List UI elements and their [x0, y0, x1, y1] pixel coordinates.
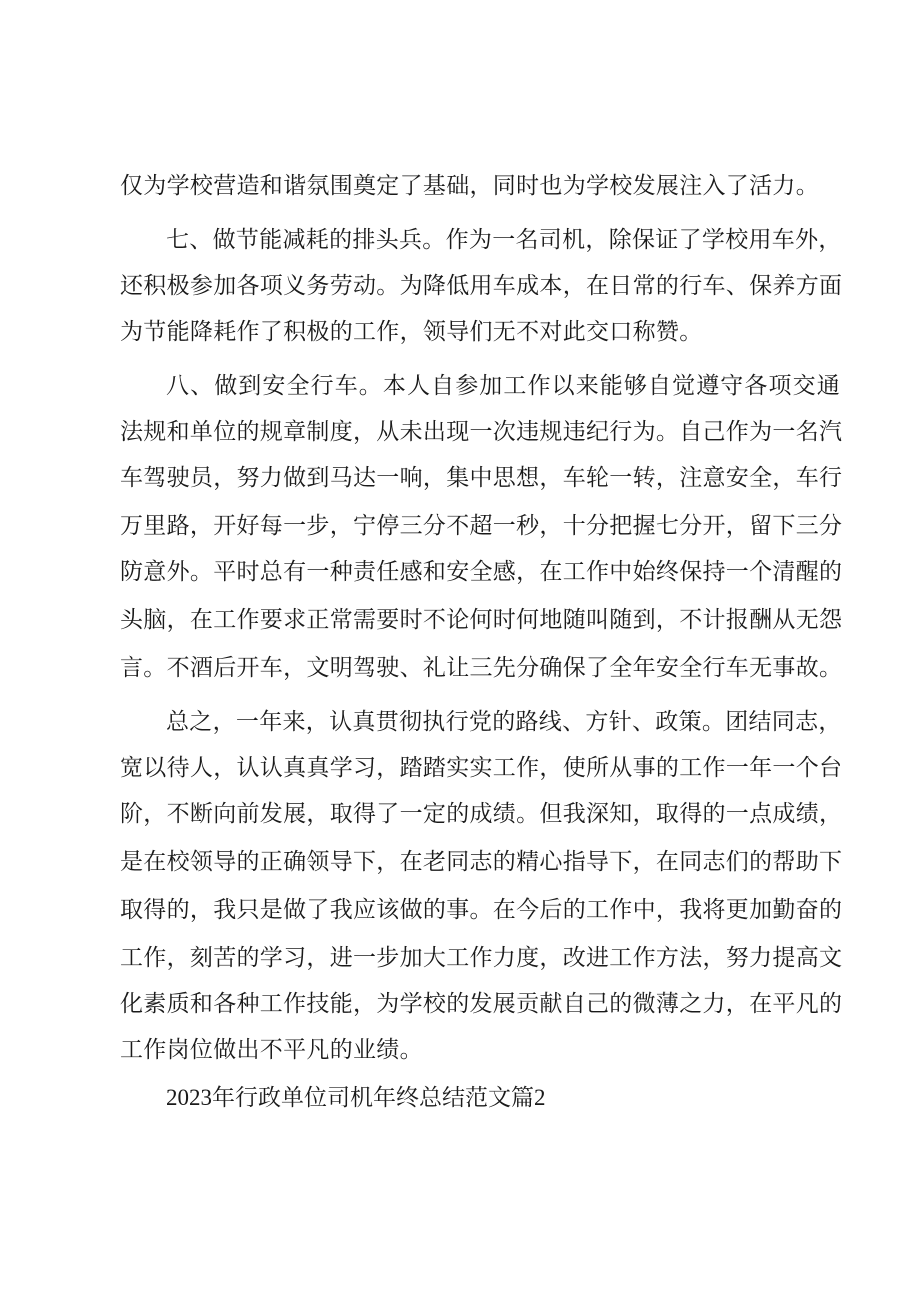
paragraph-line: 七、做节能减耗的排头兵。作为一名司机，除保证了学校用车外， [166, 227, 842, 253]
paragraph-line: 防意外。平时总有一种责任感和安全感，在工作中始终保持一个清醒的 [120, 559, 843, 585]
paragraph-line: 法规和单位的规章制度，从未出现一次违规违纪行为。自己作为一名汽 [120, 419, 843, 445]
paragraph-line: 工作岗位做出不平凡的业绩。 [120, 1037, 423, 1063]
paragraph-line: 仅为学校营造和谐氛围奠定了基础，同时也为学校发展注入了活力。 [120, 173, 819, 199]
paragraph-line: 工作，刻苦的学习，进一步加大工作力度，改进工作方法，努力提高文 [120, 945, 843, 971]
paragraph-line: 万里路，开好每一步，宁停三分不超一秒，十分把握七分开，留下三分 [120, 513, 843, 539]
section-heading: 2023年行政单位司机年终总结范文篇2 [166, 1085, 546, 1110]
paragraph-line: 总之，一年来，认真贯彻执行党的路线、方针、政策。团结同志， [166, 709, 842, 735]
paragraph-line: 阶，不断向前发展，取得了一定的成绩。但我深知，取得的一点成绩， [120, 801, 843, 827]
paragraph-line: 是在校领导的正确领导下，在老同志的精心指导下，在同志们的帮助下 [120, 849, 843, 875]
paragraph-line: 八、做到安全行车。本人自参加工作以来能够自觉遵守各项交通 [166, 373, 840, 399]
paragraph-line: 取得的，我只是做了我应该做的事。在今后的工作中，我将更加勤奋的 [120, 897, 843, 923]
paragraph-line: 还积极参加各项义务劳动。为降低用车成本，在日常的行车、保养方面 [120, 273, 843, 299]
paragraph-line: 车驾驶员，努力做到马达一响，集中思想，车轮一转，注意安全，车行 [120, 465, 843, 491]
paragraph-line: 为节能降耗作了积极的工作，领导们无不对此交口称赞。 [120, 319, 703, 345]
paragraph-line: 言。不酒后开车，文明驾驶、礼让三先分确保了全年安全行车无事故。 [120, 655, 843, 681]
paragraph-line: 头脑，在工作要求正常需要时不论何时何地随叫随到，不计报酬从无怨 [120, 607, 843, 633]
paragraph-line: 化素质和各种工作技能，为学校的发展贡献自己的微薄之力，在平凡的 [120, 991, 843, 1017]
paragraph-line: 宽以待人，认认真真学习，踏踏实实工作，使所从事的工作一年一个台 [120, 755, 843, 781]
